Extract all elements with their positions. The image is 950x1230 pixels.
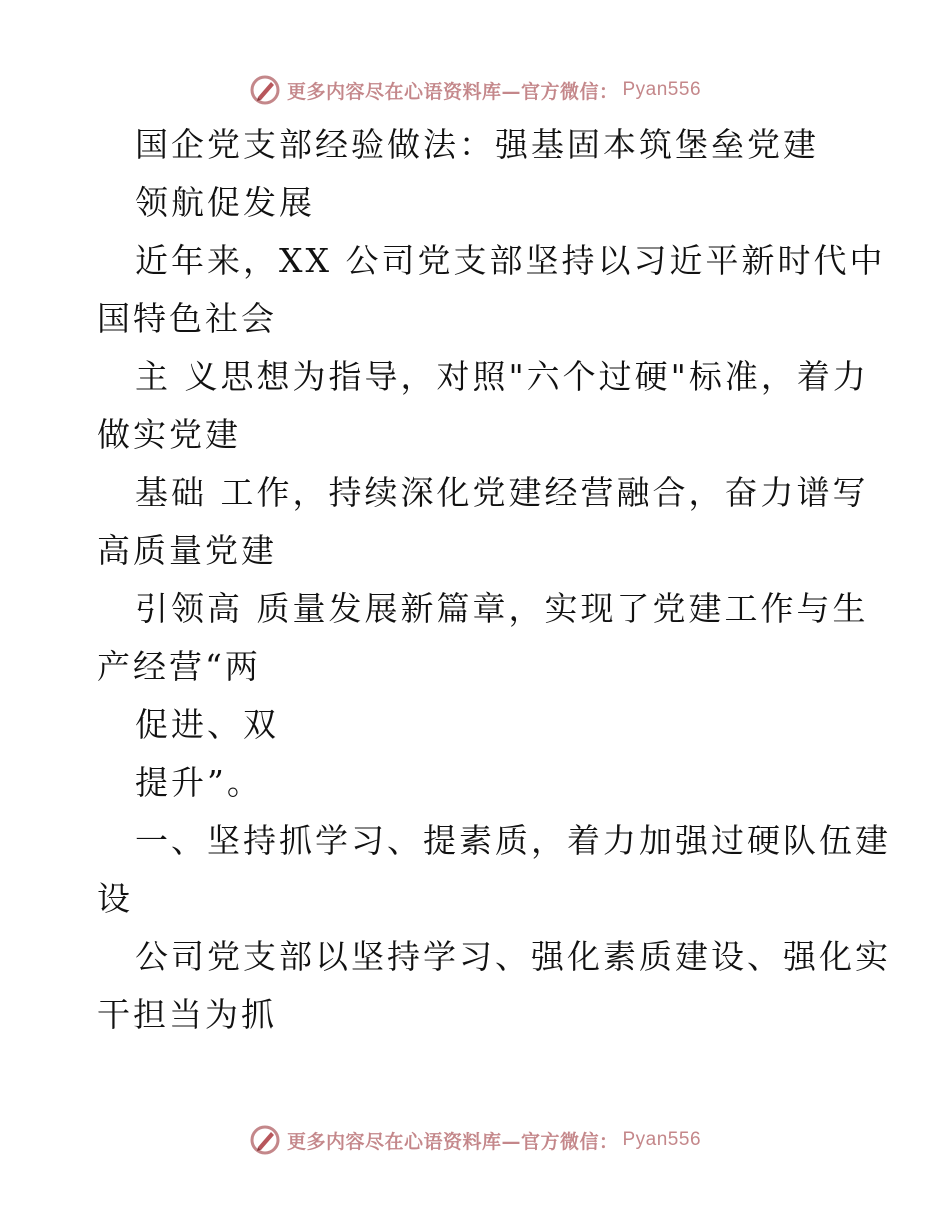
doc-line: 一、坚持抓学习、提素质，着力加强过硬队伍建 [135,821,891,860]
doc-line: 产经营“两 [97,647,261,686]
doc-line: 主 义思想为指导，对照"六个过硬"标准，着力 [135,357,869,396]
doc-line: 基础 工作，持续深化党建经营融合，奋力谱写 [135,473,869,512]
doc-line: 公司党支部以坚持学习、强化素质建设、强化实 [135,937,891,976]
pen-logo-icon [249,1124,281,1156]
watermark-handle: Pyan556 [622,1129,702,1150]
doc-line: 干担当为抓 [97,995,277,1034]
watermark-handle: Pyan556 [622,79,702,100]
watermark-footer [0,1120,950,1160]
doc-line: 高质量党建 [97,531,277,570]
doc-line: 国企党支部经验做法：强基固本筑堡垒党建 [135,125,819,164]
pen-logo-icon [249,74,281,106]
doc-line: 提升”。 [135,763,263,802]
doc-line: 引领高 质量发展新篇章，实现了党建工作与生 [135,589,869,628]
doc-line: 设 [97,879,133,918]
watermark-header [0,70,950,110]
doc-line: 做实党建 [97,415,241,454]
watermark-text: 更多内容尽在心语资料库—官方微信： [286,1130,619,1153]
doc-line: 国特色社会 [97,299,277,338]
watermark-text: 更多内容尽在心语资料库—官方微信： [286,80,619,103]
doc-line: 领航促发展 [135,183,315,222]
document-body [97,116,891,1044]
doc-line: 近年来，XX 公司党支部坚持以习近平新时代中 [135,241,886,280]
doc-line: 促进、双 [135,705,279,744]
